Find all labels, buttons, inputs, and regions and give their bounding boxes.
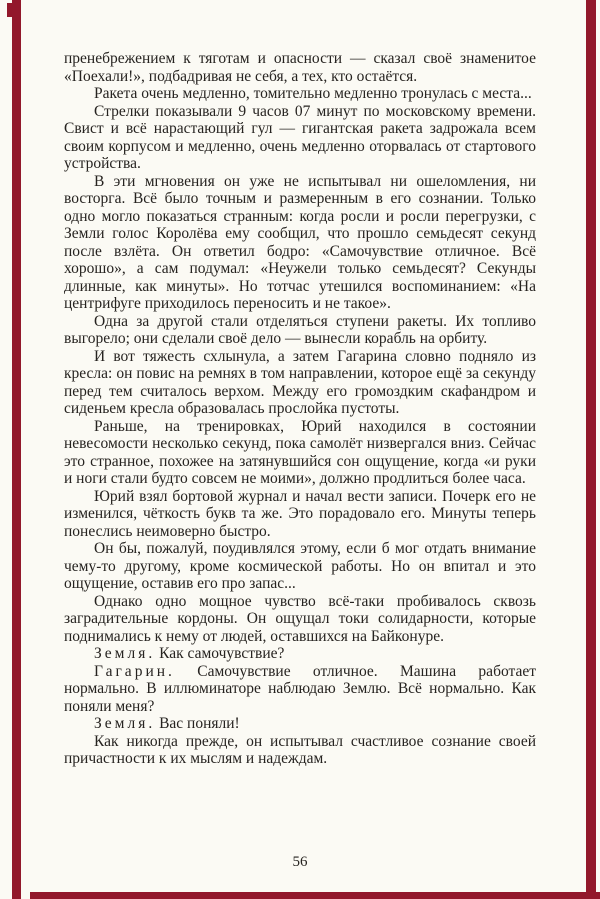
- paragraph: Раньше, на тренировках, Юрий находился в состоянии невесомости несколько секунд, пока самолёт низвергался вниз. Сейчас это странное, похожее на затянувшийся сон ощущение, когда «и руки и ноги стали будто совсем не моими», должно продлиться более часа.: [64, 417, 536, 487]
- paragraph: И вот тяжесть схлынула, а затем Гагарина словно подняло из кресла: он повис на ремнях в том направлении, которое ещё за секунду перед тем считалось верхом. Между его громоздким скафандром и сиденьем кресла образовалась прослойка пустоты.: [64, 347, 536, 417]
- paragraph: Ракета очень медленно, томительно медленно тронулась с места...: [94, 85, 532, 102]
- paragraph: Юрий взял бортовой журнал и начал вести записи. Почерк его не изменился, чёткость букв та же. Это порадовало его. Минуты теперь понеслись неимоверно быстро.: [64, 487, 536, 540]
- paragraph: В эти мгновения он уже не испытывал ни ошеломления, ни восторга. Всё было точным и размеренным в его сознании. Только одно могло показаться странным: когда росли и росли перегрузки, с Земли голос Королёва ему сообщил, что прошло семьдесят секунд после взлёта. Он ответил бодро: «Самочувствие отличное. Всё хорошо», а сам подумал: «Неужели только семьдесят? Секунды длинные, как минуты». Но тотчас утешился воспоминанием: «На центрифуге приходилось переносить и не такое».: [64, 172, 536, 312]
- paragraph: Земля. Как самочувствие?: [94, 645, 285, 662]
- scan-edge-bottom: [30, 892, 600, 899]
- paragraph: Он бы, пожалуй, поудивлялся этому, если б мог отдать внимание чему-то другому, кроме космической работы. Но он впитал и это ощущение, оставив его про запас...: [64, 540, 536, 592]
- paragraph: Земля. Вас поняли!: [94, 715, 240, 732]
- paragraph: Одна за другой стали отделяться ступени ракеты. Их топливо выгорело; они сделали своё дело — вынесли корабль на орбиту.: [64, 312, 536, 347]
- speaker-name: Земля.: [94, 715, 156, 732]
- page-number: 56: [292, 854, 308, 870]
- speaker-name: Гагарин.: [94, 662, 175, 680]
- paragraph: Однако одно мощное чувство всё-таки пробивалось сквозь заградительные кордоны. Он ощущал токи солидарности, которые поднимались к нему от людей, оставшихся на Байконуре.: [64, 592, 536, 645]
- paragraph: Гагарин. Самочувствие отличное. Машина работает нормально. В иллюминаторе наблюдаю Землю. Всё нормально. Как поняли меня?: [64, 662, 536, 715]
- paragraph: пренебрежением к тяготам и опасности — сказал своё знаменитое «Поехали!», подбадривая не себя, а тех, кто остаётся.: [64, 50, 536, 85]
- paragraph: Стрелки показывали 9 часов 07 минут по московскому времени. Свист и всё нарастающий гул — гигантская ракета задрожала всем своим корпусом и медленно, очень медленно оторвалась от стартового устройства.: [64, 102, 536, 172]
- paragraph: Как никогда прежде, он испытывал счастливое сознание своей причастности к их мыслям и надеждам.: [64, 732, 536, 767]
- scan-edge-top-left: [7, 3, 21, 17]
- speaker-name: Земля.: [94, 645, 156, 662]
- page-text: [64, 50, 536, 768]
- scan-edge-right: [586, 0, 596, 899]
- scan-edge-left: [12, 0, 21, 899]
